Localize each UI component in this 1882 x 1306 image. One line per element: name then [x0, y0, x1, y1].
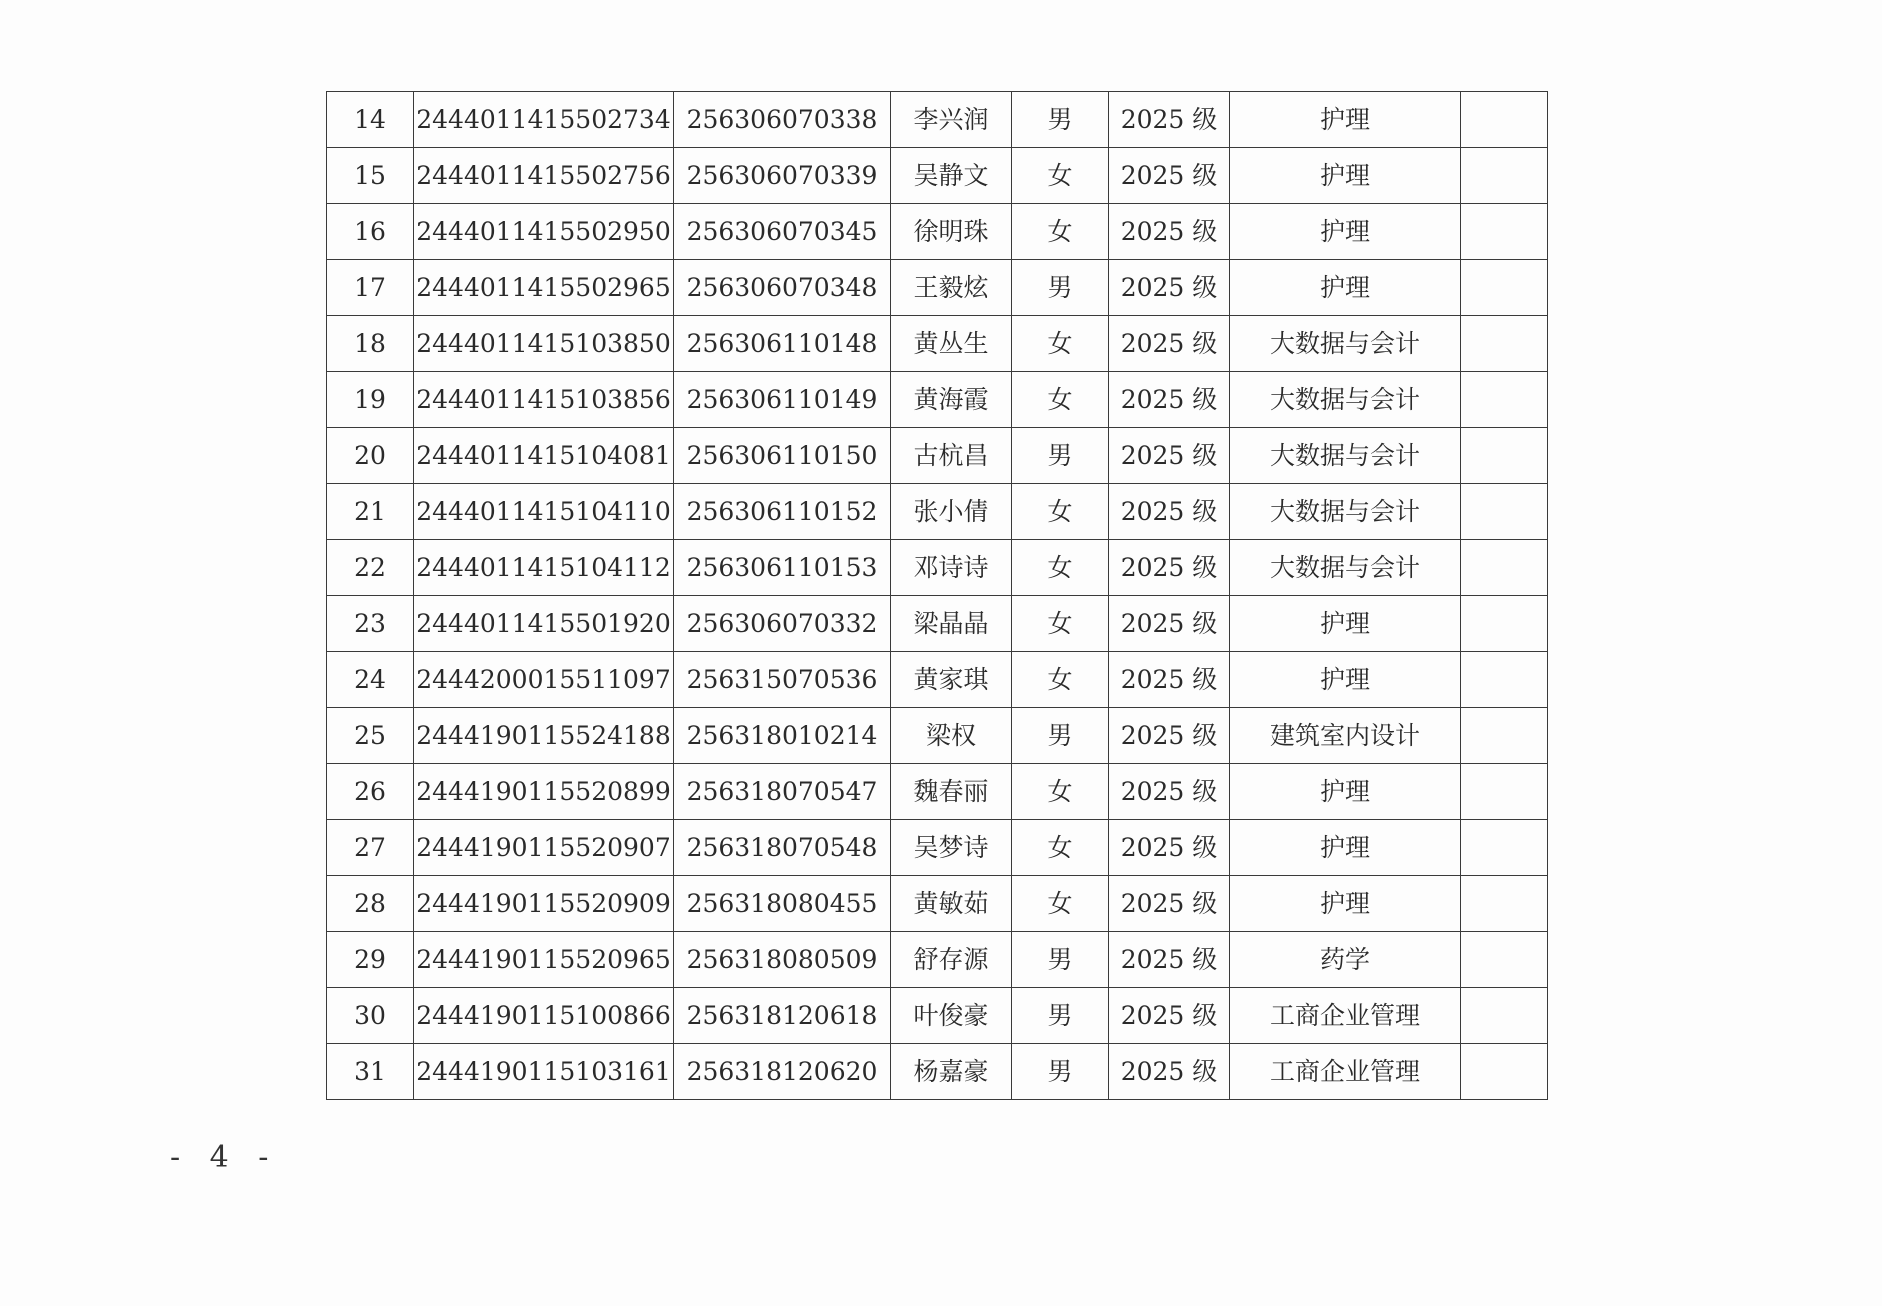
- grade-cell: 2025 级: [1109, 764, 1230, 820]
- gender-cell: 女: [1012, 372, 1109, 428]
- student-id-cell: 2444011415502734: [414, 92, 674, 148]
- student-id-cell: 2444011415104081: [414, 428, 674, 484]
- note-cell: [1461, 484, 1548, 540]
- grade-cell: 2025 级: [1109, 876, 1230, 932]
- gender-cell: 女: [1012, 316, 1109, 372]
- gender-cell: 男: [1012, 1044, 1109, 1100]
- note-cell: [1461, 148, 1548, 204]
- student-id-cell: 2444011415103856: [414, 372, 674, 428]
- gender-cell: 女: [1012, 764, 1109, 820]
- exam-number-cell: 256306110148: [674, 316, 891, 372]
- roster-table-body: [327, 92, 1548, 1100]
- exam-number-cell: 256306070348: [674, 260, 891, 316]
- exam-number-cell: 256306070332: [674, 596, 891, 652]
- student-name-cell: 黄敏茹: [891, 876, 1012, 932]
- row-number-cell: 15: [327, 148, 414, 204]
- student-name-cell: 李兴润: [891, 92, 1012, 148]
- gender-cell: 男: [1012, 260, 1109, 316]
- major-cell: 大数据与会计: [1230, 316, 1461, 372]
- student-id-cell: 2444011415103850: [414, 316, 674, 372]
- table-row: [327, 932, 1548, 988]
- grade-cell: 2025 级: [1109, 988, 1230, 1044]
- major-cell: 大数据与会计: [1230, 484, 1461, 540]
- table-row: [327, 540, 1548, 596]
- student-name-cell: 黄家琪: [891, 652, 1012, 708]
- grade-cell: 2025 级: [1109, 932, 1230, 988]
- note-cell: [1461, 652, 1548, 708]
- grade-cell: 2025 级: [1109, 708, 1230, 764]
- exam-number-cell: 256318120618: [674, 988, 891, 1044]
- note-cell: [1461, 428, 1548, 484]
- gender-cell: 男: [1012, 92, 1109, 148]
- grade-cell: 2025 级: [1109, 596, 1230, 652]
- student-id-cell: 2444190115103161: [414, 1044, 674, 1100]
- exam-number-cell: 256306110152: [674, 484, 891, 540]
- exam-number-cell: 256306110153: [674, 540, 891, 596]
- major-cell: 护理: [1230, 876, 1461, 932]
- row-number-cell: 19: [327, 372, 414, 428]
- student-id-cell: 2444011415104110: [414, 484, 674, 540]
- student-name-cell: 黄海霞: [891, 372, 1012, 428]
- grade-cell: 2025 级: [1109, 1044, 1230, 1100]
- major-cell: 护理: [1230, 596, 1461, 652]
- gender-cell: 女: [1012, 876, 1109, 932]
- note-cell: [1461, 316, 1548, 372]
- exam-number-cell: 256318080509: [674, 932, 891, 988]
- gender-cell: 女: [1012, 484, 1109, 540]
- exam-number-cell: 256315070536: [674, 652, 891, 708]
- row-number-cell: 17: [327, 260, 414, 316]
- grade-cell: 2025 级: [1109, 260, 1230, 316]
- grade-cell: 2025 级: [1109, 316, 1230, 372]
- note-cell: [1461, 92, 1548, 148]
- row-number-cell: 22: [327, 540, 414, 596]
- student-id-cell: 2444011415104112: [414, 540, 674, 596]
- row-number-cell: 24: [327, 652, 414, 708]
- gender-cell: 男: [1012, 708, 1109, 764]
- table-row: [327, 1044, 1548, 1100]
- exam-number-cell: 256318070547: [674, 764, 891, 820]
- row-number-cell: 20: [327, 428, 414, 484]
- table-row: [327, 876, 1548, 932]
- major-cell: 护理: [1230, 92, 1461, 148]
- note-cell: [1461, 932, 1548, 988]
- student-name-cell: 王毅炫: [891, 260, 1012, 316]
- exam-number-cell: 256318120620: [674, 1044, 891, 1100]
- major-cell: 护理: [1230, 260, 1461, 316]
- row-number-cell: 31: [327, 1044, 414, 1100]
- page-number: - 4 -: [170, 1140, 279, 1175]
- student-name-cell: 舒存源: [891, 932, 1012, 988]
- table-row: [327, 988, 1548, 1044]
- row-number-cell: 29: [327, 932, 414, 988]
- major-cell: 药学: [1230, 932, 1461, 988]
- grade-cell: 2025 级: [1109, 652, 1230, 708]
- student-name-cell: 邓诗诗: [891, 540, 1012, 596]
- table-row: [327, 260, 1548, 316]
- note-cell: [1461, 988, 1548, 1044]
- gender-cell: 女: [1012, 596, 1109, 652]
- exam-number-cell: 256306110149: [674, 372, 891, 428]
- gender-cell: 男: [1012, 932, 1109, 988]
- exam-number-cell: 256318010214: [674, 708, 891, 764]
- row-number-cell: 21: [327, 484, 414, 540]
- student-id-cell: 2444190115520909: [414, 876, 674, 932]
- grade-cell: 2025 级: [1109, 148, 1230, 204]
- student-name-cell: 张小倩: [891, 484, 1012, 540]
- major-cell: 大数据与会计: [1230, 372, 1461, 428]
- grade-cell: 2025 级: [1109, 484, 1230, 540]
- major-cell: 护理: [1230, 820, 1461, 876]
- major-cell: 建筑室内设计: [1230, 708, 1461, 764]
- table-row: [327, 708, 1548, 764]
- row-number-cell: 18: [327, 316, 414, 372]
- note-cell: [1461, 540, 1548, 596]
- major-cell: 大数据与会计: [1230, 540, 1461, 596]
- exam-number-cell: 256306070339: [674, 148, 891, 204]
- student-id-cell: 2444190115520899: [414, 764, 674, 820]
- student-id-cell: 2444011415502950: [414, 204, 674, 260]
- student-name-cell: 古杭昌: [891, 428, 1012, 484]
- gender-cell: 男: [1012, 428, 1109, 484]
- exam-number-cell: 256306070345: [674, 204, 891, 260]
- student-id-cell: 2444011415502965: [414, 260, 674, 316]
- student-id-cell: 2444190115520965: [414, 932, 674, 988]
- student-name-cell: 梁权: [891, 708, 1012, 764]
- note-cell: [1461, 1044, 1548, 1100]
- student-name-cell: 吴静文: [891, 148, 1012, 204]
- exam-number-cell: 256318080455: [674, 876, 891, 932]
- major-cell: 工商企业管理: [1230, 1044, 1461, 1100]
- note-cell: [1461, 820, 1548, 876]
- student-id-cell: 2444190115100866: [414, 988, 674, 1044]
- note-cell: [1461, 204, 1548, 260]
- exam-number-cell: 256306070338: [674, 92, 891, 148]
- note-cell: [1461, 372, 1548, 428]
- note-cell: [1461, 596, 1548, 652]
- table-row: [327, 820, 1548, 876]
- row-number-cell: 25: [327, 708, 414, 764]
- note-cell: [1461, 260, 1548, 316]
- row-number-cell: 26: [327, 764, 414, 820]
- row-number-cell: 14: [327, 92, 414, 148]
- table-row: [327, 596, 1548, 652]
- grade-cell: 2025 级: [1109, 820, 1230, 876]
- major-cell: 护理: [1230, 652, 1461, 708]
- gender-cell: 女: [1012, 148, 1109, 204]
- student-name-cell: 徐明珠: [891, 204, 1012, 260]
- student-name-cell: 叶俊豪: [891, 988, 1012, 1044]
- student-id-cell: 2444011415501920: [414, 596, 674, 652]
- row-number-cell: 28: [327, 876, 414, 932]
- table-row: [327, 372, 1548, 428]
- major-cell: 工商企业管理: [1230, 988, 1461, 1044]
- row-number-cell: 23: [327, 596, 414, 652]
- grade-cell: 2025 级: [1109, 92, 1230, 148]
- grade-cell: 2025 级: [1109, 540, 1230, 596]
- table-row: [327, 652, 1548, 708]
- gender-cell: 女: [1012, 540, 1109, 596]
- student-name-cell: 吴梦诗: [891, 820, 1012, 876]
- gender-cell: 女: [1012, 820, 1109, 876]
- grade-cell: 2025 级: [1109, 204, 1230, 260]
- note-cell: [1461, 876, 1548, 932]
- table-row: [327, 148, 1548, 204]
- row-number-cell: 30: [327, 988, 414, 1044]
- table-row: [327, 484, 1548, 540]
- grade-cell: 2025 级: [1109, 428, 1230, 484]
- major-cell: 大数据与会计: [1230, 428, 1461, 484]
- student-name-cell: 黄丛生: [891, 316, 1012, 372]
- exam-number-cell: 256318070548: [674, 820, 891, 876]
- student-id-cell: 2444200015511097: [414, 652, 674, 708]
- table-row: [327, 316, 1548, 372]
- table-row: [327, 764, 1548, 820]
- grade-cell: 2025 级: [1109, 372, 1230, 428]
- table-row: [327, 92, 1548, 148]
- note-cell: [1461, 708, 1548, 764]
- gender-cell: 男: [1012, 988, 1109, 1044]
- note-cell: [1461, 764, 1548, 820]
- major-cell: 护理: [1230, 764, 1461, 820]
- gender-cell: 女: [1012, 204, 1109, 260]
- student-id-cell: 2444011415502756: [414, 148, 674, 204]
- gender-cell: 女: [1012, 652, 1109, 708]
- student-name-cell: 梁晶晶: [891, 596, 1012, 652]
- student-name-cell: 魏春丽: [891, 764, 1012, 820]
- table-row: [327, 428, 1548, 484]
- major-cell: 护理: [1230, 204, 1461, 260]
- major-cell: 护理: [1230, 148, 1461, 204]
- student-roster-table: [326, 91, 1548, 1100]
- student-id-cell: 2444190115520907: [414, 820, 674, 876]
- row-number-cell: 27: [327, 820, 414, 876]
- exam-number-cell: 256306110150: [674, 428, 891, 484]
- student-id-cell: 2444190115524188: [414, 708, 674, 764]
- row-number-cell: 16: [327, 204, 414, 260]
- student-name-cell: 杨嘉豪: [891, 1044, 1012, 1100]
- table-row: [327, 204, 1548, 260]
